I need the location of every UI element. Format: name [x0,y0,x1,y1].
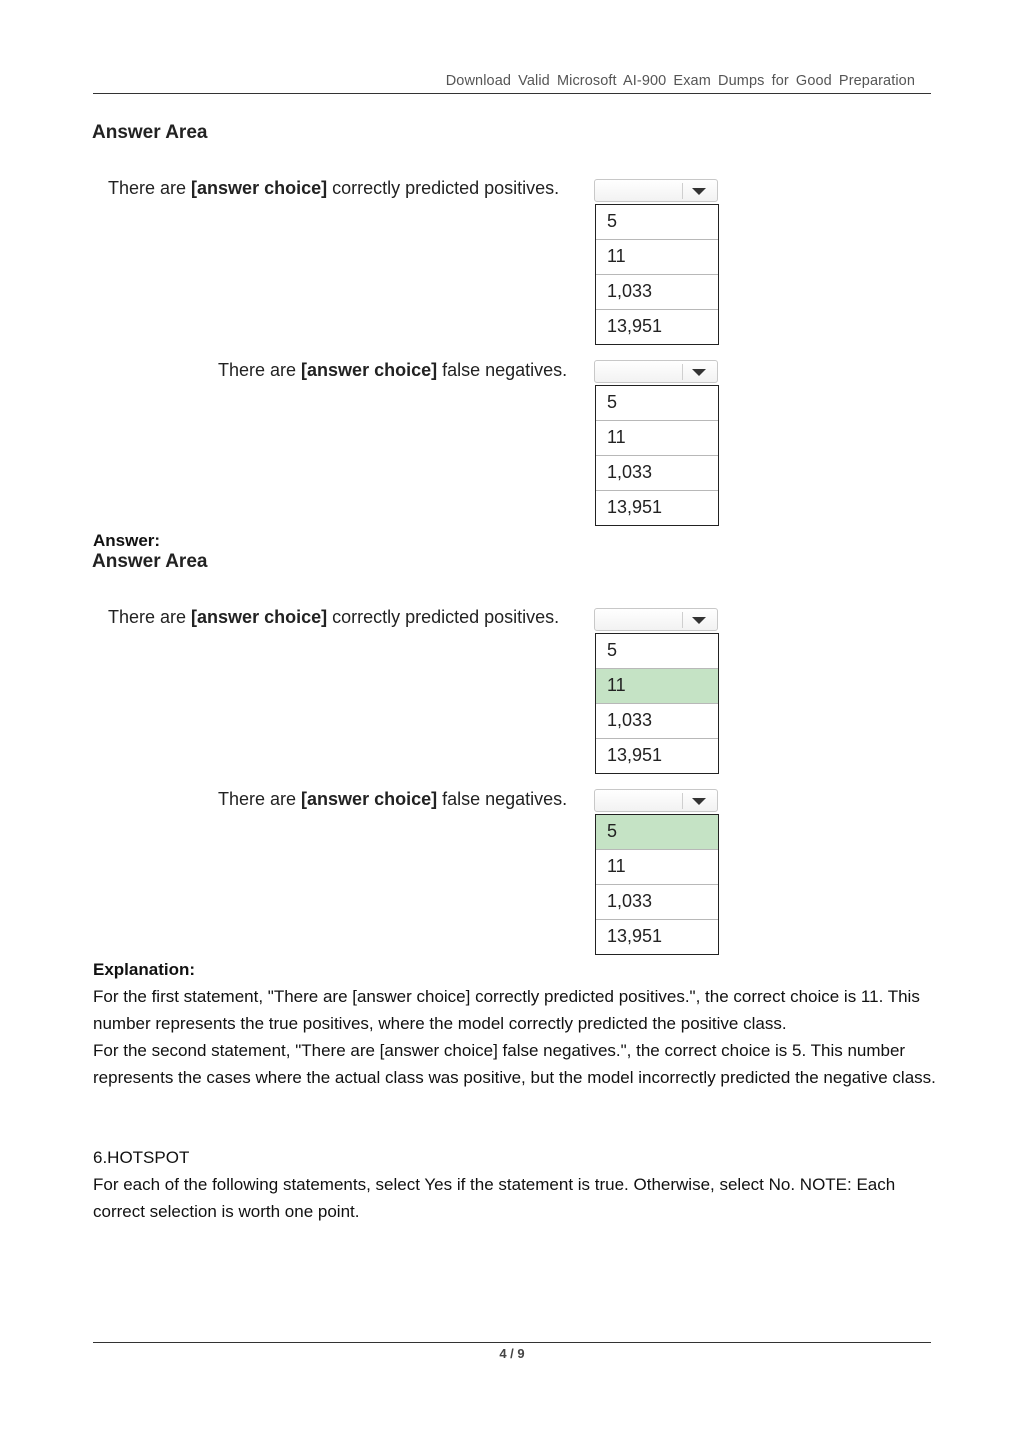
footer-rule [93,1342,931,1343]
answer-dropdown-2[interactable] [594,789,718,812]
answer-dropdown-2-options [595,814,719,955]
chevron-down-icon[interactable] [692,617,706,624]
chevron-down-icon[interactable] [692,798,706,805]
dropdown-option[interactable]: 1,033 [596,275,718,310]
statement-suffix: correctly predicted positives. [327,607,560,627]
statement-placeholder: [answer choice] [301,789,438,809]
question-statement-2 [218,360,567,381]
page-header: Download Valid Microsoft AI-900 Exam Dumps for Good Preparation [445,73,915,89]
answer-statement-1 [108,607,559,628]
statement-suffix: false negatives. [437,360,568,380]
statement-prefix: There are [108,178,192,198]
explanation-label: Explanation: [93,960,196,979]
dropdown-divider [682,612,683,628]
statement-prefix: There are [108,607,192,627]
question-dropdown-2[interactable] [594,360,718,383]
dropdown-option[interactable]: 13,951 [607,316,663,336]
answer-dropdown-1[interactable] [594,608,718,631]
next-question-title: 6.HOTSPOT [93,1148,190,1167]
explanation-paragraph-1: For the first statement, "There are [answer choice] correctly predicted positives.", the correct choice is 11. This number represents the true positives, where the model correctly predicted the positive class. [93,987,920,1033]
answer-dropdown-1-options [595,633,719,774]
statement-placeholder: [answer choice] [191,178,328,198]
dropdown-option[interactable]: 11 [596,421,718,456]
dropdown-option[interactable]: 5 [596,634,718,669]
dropdown-option[interactable]: 1,033 [596,456,718,491]
header-rule [93,93,931,94]
question-dropdown-2-options [595,385,719,526]
dropdown-option[interactable]: 1,033 [596,885,718,920]
dropdown-divider [682,183,683,199]
question-area-title: Answer Area [92,122,208,143]
dropdown-option[interactable]: 5 [596,205,718,240]
explanation-paragraph-2: For the second statement, "There are [answer choice] false negatives.", the correct choice is 5. This number represents the cases where the actual class was positive, but the model incorrectly predicted the negative class. [93,1041,936,1087]
chevron-down-icon[interactable] [692,188,706,195]
statement-prefix: There are [218,360,302,380]
question-dropdown-1-options [595,204,719,345]
dropdown-option[interactable]: 13,951 [607,926,663,946]
answer-statement-2 [218,789,567,810]
dropdown-option-selected[interactable]: 5 [596,815,718,850]
question-statement-1 [108,178,559,199]
page-number: 4 / 9 [499,1346,525,1361]
statement-suffix: correctly predicted positives. [327,178,560,198]
chevron-down-icon[interactable] [692,369,706,376]
dropdown-option[interactable]: 13,951 [607,497,663,517]
statement-placeholder: [answer choice] [191,607,328,627]
answer-label: Answer: [93,531,161,550]
dropdown-option[interactable]: 11 [596,850,718,885]
dropdown-divider [682,364,683,380]
dropdown-option[interactable]: 1,033 [596,704,718,739]
question-dropdown-1[interactable] [594,179,718,202]
dropdown-option[interactable]: 13,951 [607,745,663,765]
statement-prefix: There are [218,789,302,809]
dropdown-option[interactable]: 5 [596,386,718,421]
next-question-text: For each of the following statements, select Yes if the statement is true. Otherwise, select No. NOTE: Each correct selection is worth one point. [93,1175,896,1221]
statement-suffix: false negatives. [437,789,568,809]
answer-area-title: Answer Area [92,551,208,572]
dropdown-divider [682,793,683,809]
dropdown-option[interactable]: 11 [596,240,718,275]
dropdown-option-selected[interactable]: 11 [596,669,718,704]
statement-placeholder: [answer choice] [301,360,438,380]
